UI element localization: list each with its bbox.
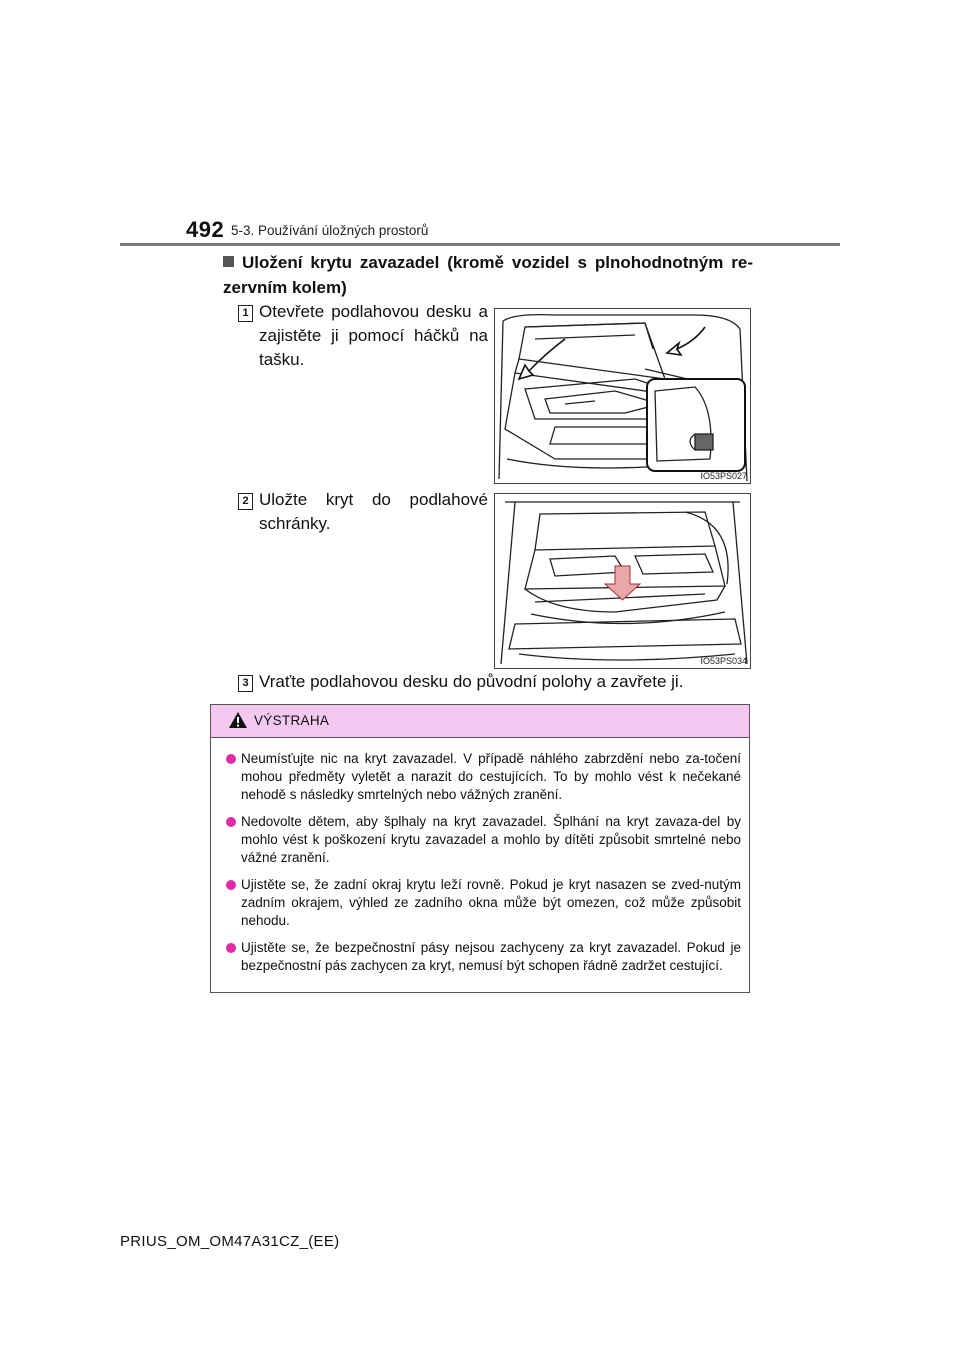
step-3-text: Vraťte podlahovou desku do původní polohy a zavřete ji.: [259, 672, 684, 691]
section-heading-text: Uložení krytu zavazadel (kromě vozidel s plnohodnotným re-zervním kolem): [223, 253, 753, 297]
warning-item-text: Ujistěte se, že bezpečnostní pásy nejsou zachyceny za kryt zavazadel. Pokud je bezpečnostní pás zachycen za kryt, nemusí být schopen řádně zadržet cestující.: [241, 940, 741, 973]
warning-item: [226, 813, 741, 867]
warning-item-text: Nedovolte dětem, aby šplhaly na kryt zavazadel. Šplhání na kryt zavaza-del by mohlo vést k poškození krytu zavazadel a mohlo by dítěti způsobit smrtelné nebo vážné zranění.: [241, 814, 741, 865]
warning-triangle-icon: [228, 711, 248, 729]
warning-header: [211, 705, 749, 738]
bullet-dot-icon: [226, 880, 236, 890]
bullet-dot-icon: [226, 943, 236, 953]
step-1-number: 1: [238, 305, 253, 322]
step-1-text: Otevřete podlahovou desku a zajistěte ji pomocí háčků na tašku.: [259, 302, 488, 369]
trunk-open-floor-illustration: [495, 309, 750, 483]
pointer-arrow-right-icon: [667, 327, 705, 355]
warning-item-text: Neumísťujte nic na kryt zavazadel. V případě náhlého zabrzdění nebo za-točení mohou předměty vyletět a narazit do cestujících. To by mohlo vést k nečekané nehodě s následky smrtelných nebo vážných zranění.: [241, 751, 741, 802]
bullet-dot-icon: [226, 817, 236, 827]
step-2-text: Uložte kryt do podlahové schránky.: [259, 490, 488, 533]
section-heading: [223, 250, 753, 300]
warning-box: [210, 704, 750, 993]
trunk-floor-storage-illustration: [495, 494, 750, 668]
warning-item-text: Ujistěte se, že zadní okraj krytu leží rovně. Pokud je kryt nasazen se zved-nutým zadním okrajem, výhled ze zadního okna může být omezen, což může způsobit nehodu.: [241, 877, 741, 928]
warning-item: [226, 939, 741, 975]
detail-inset-frame: [647, 379, 745, 471]
warning-list: [226, 750, 741, 984]
square-bullet-icon: [223, 256, 234, 267]
figure-code: IO53PS027: [700, 471, 747, 481]
warning-item: [226, 750, 741, 804]
header-rule: [120, 243, 840, 246]
step-2-number: 2: [238, 493, 253, 510]
down-arrow-icon: [605, 566, 640, 600]
footer-document-code: PRIUS_OM_OM47A31CZ_(EE): [120, 1233, 340, 1250]
pointer-arrow-left-icon: [519, 339, 565, 379]
warning-title: VÝSTRAHA: [254, 713, 330, 728]
figure-step-2: [494, 493, 751, 669]
section-header-title: 5-3. Používání úložných prostorů: [231, 223, 429, 238]
figure-step-1: [494, 308, 751, 484]
figure-code: IO53PS034: [700, 656, 747, 666]
page-number: 492: [186, 217, 225, 242]
bullet-dot-icon: [226, 754, 236, 764]
step-3-number: 3: [238, 675, 253, 692]
warning-item: [226, 876, 741, 930]
